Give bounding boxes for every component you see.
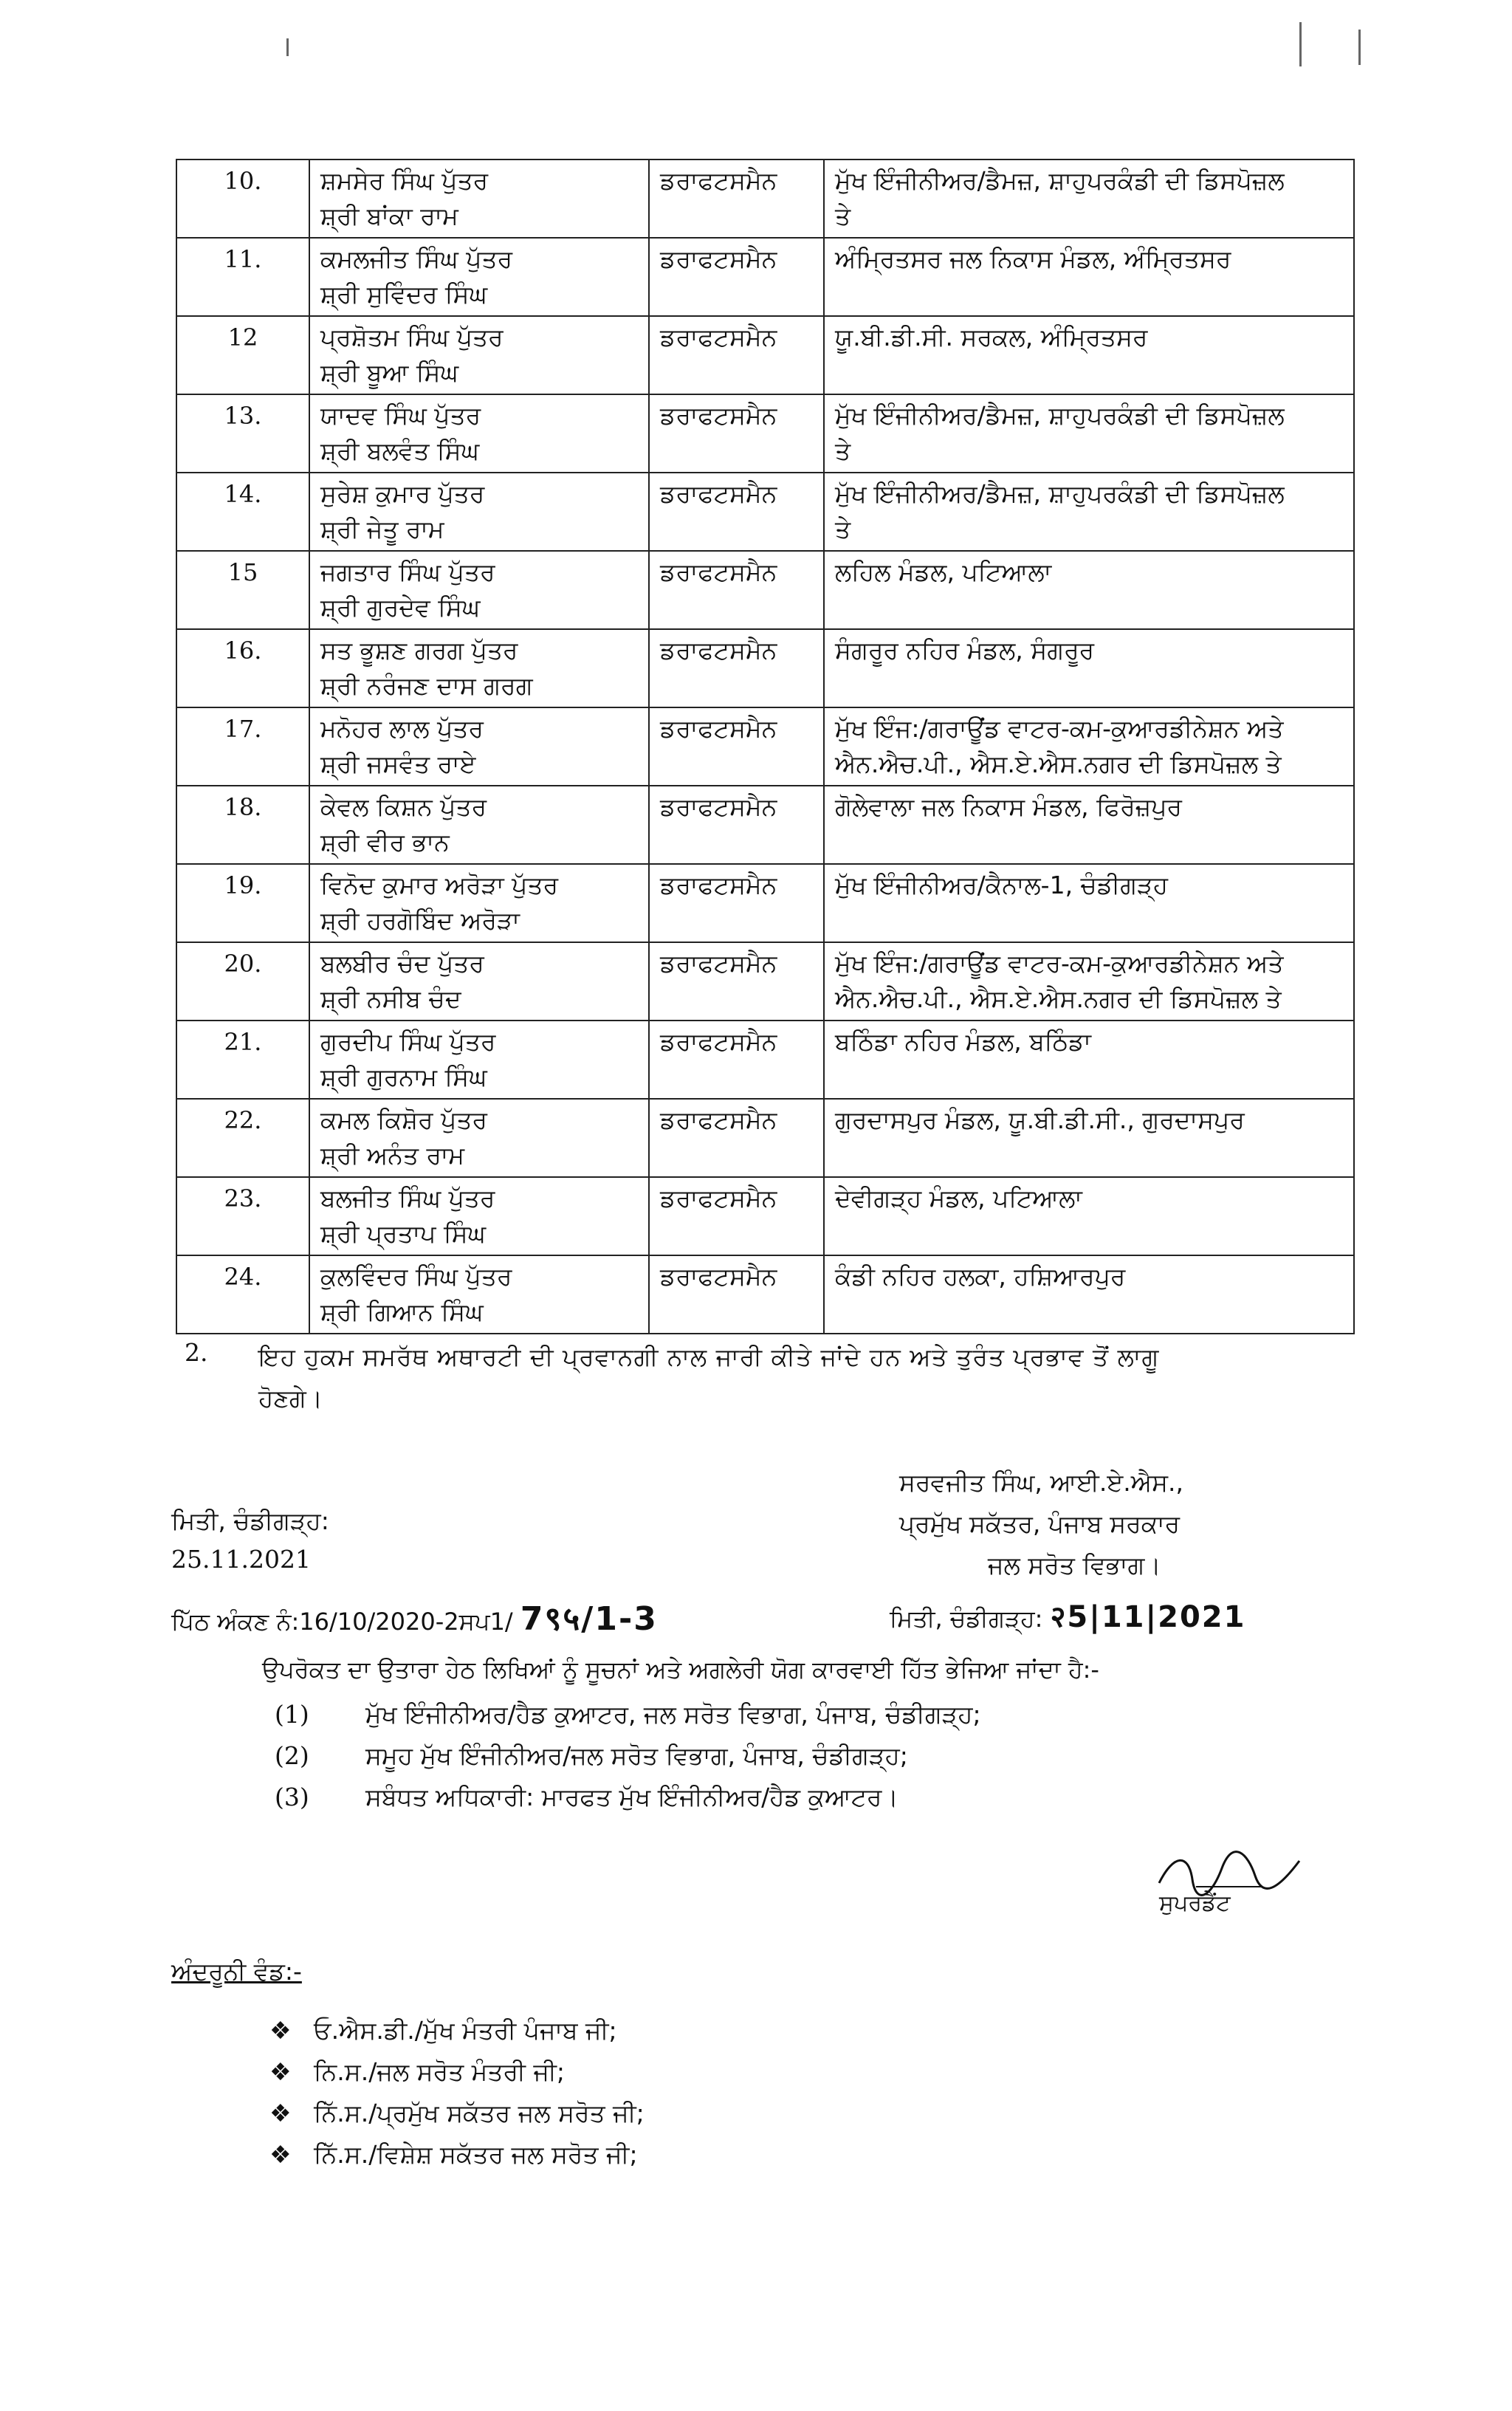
office-line-1: ਮੁੱਖ ਇੰਜੀਨੀਅਰ/ਕੈਨਾਲ-1, ਚੰਡੀਗੜ੍ਹ	[835, 871, 1168, 899]
serial-number-cell	[176, 160, 309, 238]
scan-mark	[286, 38, 289, 56]
designation-cell	[649, 238, 824, 316]
employee-name: ਮਨੋਹਰ ਲਾਲ ਪੁੱਤਰ	[320, 714, 484, 743]
name-cell	[309, 1021, 649, 1099]
signatory-dept: ਜਲ ਸਰੋਤ ਵਿਭਾਗ।	[988, 1551, 1161, 1580]
designation: ਡਰਾਫਟਸਮੈਨ	[660, 244, 777, 273]
employee-name: ਬਲਜੀਤ ਸਿੰਘ ਪੁੱਤਰ	[320, 1184, 495, 1213]
serial-number: 23.	[224, 1184, 262, 1213]
internal-distribution-item	[269, 2057, 565, 2087]
office-cell	[824, 551, 1354, 629]
designation-cell	[649, 1255, 824, 1334]
office-line-2: ਤੇ	[835, 202, 851, 230]
name-cell	[309, 1099, 649, 1177]
designation: ਡਰਾਫਟਸਮੈਨ	[660, 401, 777, 430]
diamond-bullet-icon: ❖	[269, 2016, 292, 2045]
employee-name: ਸੁਰੇਸ਼ ਕੁਮਾਰ ਪੁੱਤਰ	[320, 479, 485, 508]
serial-number: 24.	[224, 1263, 262, 1291]
endorsement-item-text: ਸਮੂਹ ਮੁੱਖ ਇੰਜੀਨੀਅਰ/ਜਲ ਸਰੋਤ ਵਿਭਾਗ, ਪੰਜਾਬ, ਚੰਡੀਗੜ੍ਹ;	[365, 1741, 908, 1770]
office-line-1: ਸੰਗਰੂਰ ਨਹਿਰ ਮੰਡਲ, ਸੰਗਰੂਰ	[835, 636, 1095, 665]
office-line-1: ਮੁੱਖ ਇੰਜੀਨੀਅਰ/ਡੈਮਜ਼, ਸ਼ਾਹੁਪਰਕੰਡੀ ਦੀ ਡਿਸਪੋਜ਼ਲ	[835, 166, 1285, 195]
office-line-1: ਕੰਡੀ ਨਹਿਰ ਹਲਕਾ, ਹਸ਼ਿਆਰਪੁਰ	[835, 1262, 1126, 1291]
designation-cell	[649, 629, 824, 707]
office-line-2: ਐਨ.ਐਚ.ਪੀ., ਐਸ.ਏ.ਐਸ.ਨਗਰ ਦੀ ਡਿਸਪੋਜ਼ਲ ਤੇ	[835, 984, 1282, 1013]
office-line-1: ਯੂ.ਬੀ.ਡੀ.ਸੀ. ਸਰਕਲ, ਅੰਮ੍ਰਿਤਸਰ	[835, 323, 1148, 351]
office-cell	[824, 786, 1354, 864]
office-line-2: ਤੇ	[835, 515, 851, 543]
serial-number-cell	[176, 1021, 309, 1099]
employee-name: ਬਲਬੀਰ ਚੰਦ ਪੁੱਤਰ	[320, 949, 484, 978]
employee-name: ਕੇਵਲ ਕਿਸ਼ਨ ਪੁੱਤਰ	[320, 792, 487, 821]
scan-mark	[1299, 22, 1302, 66]
signatory-name: ਸਰਵਜੀਤ ਸਿੰਘ, ਆਈ.ਏ.ਐਸ.,	[899, 1468, 1184, 1497]
father-name: ਸ਼੍ਰੀ ਬੂਆ ਸਿੰਘ	[320, 358, 459, 387]
office-cell	[824, 629, 1354, 707]
father-name: ਸ਼੍ਰੀ ਗਿਆਨ ਸਿੰਘ	[320, 1297, 484, 1326]
father-name: ਸ਼੍ਰੀ ਗੁਰਦੇਵ ਸਿੰਘ	[320, 593, 481, 622]
transfer-table	[176, 159, 1355, 1334]
serial-number-cell	[176, 864, 309, 942]
office-cell	[824, 473, 1354, 551]
office-cell	[824, 394, 1354, 473]
father-name: ਸ਼੍ਰੀ ਬਲਵੰਤ ਸਿੰਘ	[320, 436, 480, 465]
serial-number-cell	[176, 394, 309, 473]
employee-name: ਕੁਲਵਿੰਦਰ ਸਿੰਘ ਪੁੱਤਰ	[320, 1262, 512, 1291]
serial-number: 22.	[224, 1106, 262, 1134]
serial-number-cell	[176, 238, 309, 316]
office-cell	[824, 238, 1354, 316]
endorsement-item-number: (3)	[275, 1783, 309, 1811]
endorsement-ref	[171, 1595, 658, 1639]
serial-number: 20.	[224, 950, 262, 978]
employee-name: ਸਤ ਭੂਸ਼ਣ ਗਰਗ ਪੁੱਤਰ	[320, 636, 518, 665]
signature-block	[899, 1462, 1183, 1586]
designation: ਡਰਾਫਟਸਮੈਨ	[660, 558, 777, 586]
father-name: ਸ਼੍ਰੀ ਬਾਂਕਾ ਰਾਮ	[320, 202, 458, 230]
office-cell	[824, 316, 1354, 394]
table-row	[176, 160, 1354, 238]
office-line-1: ਬਠਿੰਡਾ ਨਹਿਰ ਮੰਡਲ, ਬਠਿੰਡਾ	[835, 1027, 1091, 1056]
designation: ਡਰਾਫਟਸਮੈਨ	[660, 1105, 777, 1134]
endorsement-intro: ਉਪਰੋਕਤ ਦਾ ਉਤਾਰਾ ਹੇਠ ਲਿਖਿਆਂ ਨੂੰ ਸੂਚਨਾਂ ਅਤੇ ਅਗਲੇਰੀ ਯੋਗ ਕਾਰਵਾਈ ਹਿੱਤ ਭੇਜਿਆ ਜਾਂਦਾ ਹੈ:-	[262, 1656, 1099, 1684]
table-row	[176, 238, 1354, 316]
order-place: ਮਿਤੀ, ਚੰਡੀਗੜ੍ਹ:	[171, 1506, 329, 1535]
employee-name: ਗੁਰਦੀਪ ਸਿੰਘ ਪੁੱਤਰ	[320, 1027, 496, 1056]
internal-distribution-item	[269, 2016, 617, 2045]
paragraph-2-line-1: ਇਹ ਹੁਕਮ ਸਮਰੱਥ ਅਥਾਰਟੀ ਦੀ ਪ੍ਰਵਾਨਗੀ ਨਾਲ ਜਾਰੀ ਕੀਤੇ ਜਾਂਦੇ ਹਨ ਅਤੇ ਤੁਰੰਤ ਪ੍ਰਭਾਵ ਤੋਂ ਲਾਗੂ	[258, 1342, 1160, 1371]
office-line-1: ਗੁਰਦਾਸਪੁਰ ਮੰਡਲ, ਯੂ.ਬੀ.ਡੀ.ਸੀ., ਗੁਰਦਾਸਪੁਰ	[835, 1105, 1245, 1134]
name-cell	[309, 942, 649, 1021]
table-row	[176, 1255, 1354, 1334]
office-line-2: ਐਨ.ਐਚ.ਪੀ., ਐਸ.ਏ.ਐਸ.ਨਗਰ ਦੀ ਡਿਸਪੋਜ਼ਲ ਤੇ	[835, 750, 1282, 778]
serial-number: 14.	[224, 480, 262, 508]
father-name: ਸ਼੍ਰੀ ਜੇਤੂ ਰਾਮ	[320, 515, 444, 543]
office-cell	[824, 1177, 1354, 1255]
father-name: ਸ਼੍ਰੀ ਵੀਰ ਭਾਨ	[320, 828, 450, 857]
name-cell	[309, 629, 649, 707]
endorsement-item-number: (1)	[275, 1700, 309, 1729]
designation: ਡਰਾਫਟਸਮੈਨ	[660, 479, 777, 508]
paragraph-number: 2.	[185, 1338, 208, 1367]
office-line-1: ਮੁੱਖ ਇੰਜ:/ਗਰਾਊਂਡ ਵਾਟਰ-ਕਮ-ਕੁਆਰਡੀਨੇਸ਼ਨ ਅਤੇ	[835, 949, 1284, 978]
office-line-1: ਮੁੱਖ ਇੰਜੀਨੀਅਰ/ਡੈਮਜ਼, ਸ਼ਾਹੁਪਰਕੰਡੀ ਦੀ ਡਿਸਪੋਜ਼ਲ	[835, 401, 1285, 430]
designation: ਡਰਾਫਟਸਮੈਨ	[660, 1262, 777, 1291]
table-row	[176, 942, 1354, 1021]
father-name: ਸ਼੍ਰੀ ਨਸੀਬ ਚੰਦ	[320, 984, 461, 1013]
designation-cell	[649, 1177, 824, 1255]
transfer-table-body	[176, 160, 1354, 1334]
designation: ਡਰਾਫਟਸਮੈਨ	[660, 1184, 777, 1213]
office-cell	[824, 1099, 1354, 1177]
employee-name: ਪ੍ਰਸ਼ੋਤਮ ਸਿੰਘ ਪੁੱਤਰ	[320, 323, 504, 351]
employee-name: ਸ਼ਮਸੇਰ ਸਿੰਘ ਪੁੱਤਰ	[320, 166, 489, 195]
designation-cell	[649, 942, 824, 1021]
designation: ਡਰਾਫਟਸਮੈਨ	[660, 166, 777, 195]
table-row	[176, 551, 1354, 629]
endorsement-ref-handwritten: 7९५/1-3	[520, 1600, 658, 1638]
serial-number: 15	[227, 558, 258, 586]
designation-cell	[649, 394, 824, 473]
name-cell	[309, 1255, 649, 1334]
office-cell	[824, 864, 1354, 942]
designation-cell	[649, 786, 824, 864]
table-row	[176, 1177, 1354, 1255]
internal-distribution-heading: ਅੰਦਰੂਨੀ ਵੰਡ:-	[171, 1957, 302, 1986]
table-row	[176, 1021, 1354, 1099]
serial-number-cell	[176, 942, 309, 1021]
endorsement-date	[890, 1595, 1245, 1636]
employee-name: ਕਮਲ ਕਿਸ਼ੋਰ ਪੁੱਤਰ	[320, 1105, 487, 1134]
designation: ਡਰਾਫਟਸਮੈਨ	[660, 636, 777, 665]
designation-cell	[649, 1021, 824, 1099]
designation: ਡਰਾਫਟਸਮੈਨ	[660, 949, 777, 978]
serial-number: 16.	[224, 637, 262, 665]
father-name: ਸ਼੍ਰੀ ਪ੍ਰਤਾਪ ਸਿੰਘ	[320, 1219, 487, 1248]
serial-number: 12	[227, 323, 258, 351]
signatory-title: ਪ੍ਰਮੁੱਖ ਸਕੱਤਰ, ਪੰਜਾਬ ਸਰਕਾਰ	[899, 1509, 1181, 1538]
office-line-2: ਤੇ	[835, 436, 851, 465]
endorsement-item-text: ਸਬੰਧਤ ਅਧਿਕਾਰੀ: ਮਾਰਫਤ ਮੁੱਖ ਇੰਜੀਨੀਅਰ/ਹੈਡ ਕੁਆਟਰ।	[365, 1783, 898, 1811]
name-cell	[309, 160, 649, 238]
internal-distribution-item	[269, 2099, 645, 2128]
designation-cell	[649, 551, 824, 629]
paragraph-2-line-2: ਹੋਣਗੇ।	[258, 1384, 323, 1413]
serial-number-cell	[176, 707, 309, 786]
name-cell	[309, 316, 649, 394]
name-cell	[309, 786, 649, 864]
internal-distribution-text: ਨਿੱ.ਸ./ਵਿਸ਼ੇਸ਼ ਸਕੱਤਰ ਜਲ ਸਰੋਤ ਜੀ;	[314, 2140, 638, 2169]
office-cell	[824, 707, 1354, 786]
order-date: 25.11.2021	[171, 1545, 311, 1574]
office-cell	[824, 1021, 1354, 1099]
designation: ਡਰਾਫਟਸਮੈਨ	[660, 1027, 777, 1056]
office-line-1: ਦੇਵੀਗੜ੍ਹ ਮੰਡਲ, ਪਟਿਆਲਾ	[835, 1184, 1082, 1213]
table-row	[176, 1099, 1354, 1177]
designation-cell	[649, 473, 824, 551]
table-row	[176, 786, 1354, 864]
designation: ਡਰਾਫਟਸਮੈਨ	[660, 792, 777, 821]
name-cell	[309, 864, 649, 942]
serial-number: 10.	[224, 167, 262, 195]
father-name: ਸ਼੍ਰੀ ਸੁਵਿੰਦਰ ਸਿੰਘ	[320, 280, 488, 309]
office-cell	[824, 160, 1354, 238]
internal-distribution-item	[269, 2140, 638, 2170]
father-name: ਸ਼੍ਰੀ ਅਨੰਤ ਰਾਮ	[320, 1141, 465, 1170]
endorsement-ref-label: ਪਿੱਠ ਅੰਕਣ ਨੰ:16/10/2020-2ਸਪ1/	[171, 1608, 513, 1636]
table-row	[176, 629, 1354, 707]
serial-number: 13.	[224, 402, 262, 430]
table-row	[176, 707, 1354, 786]
serial-number-cell	[176, 551, 309, 629]
name-cell	[309, 707, 649, 786]
serial-number-cell	[176, 1255, 309, 1334]
table-row	[176, 316, 1354, 394]
endorsement-date-label: ਮਿਤੀ, ਚੰਡੀਗੜ੍ਹ:	[890, 1605, 1043, 1633]
serial-number-cell	[176, 786, 309, 864]
office-line-1: ਮੁੱਖ ਇੰਜ:/ਗਰਾਊਂਡ ਵਾਟਰ-ਕਮ-ਕੁਆਰਡੀਨੇਸ਼ਨ ਅਤੇ	[835, 714, 1284, 743]
father-name: ਸ਼੍ਰੀ ਗੁਰਨਾਮ ਸਿੰਘ	[320, 1063, 487, 1091]
employee-name: ਜਗਤਾਰ ਸਿੰਘ ਪੁੱਤਰ	[320, 558, 495, 586]
name-cell	[309, 238, 649, 316]
employee-name: ਵਿਨੋਦ ਕੁਮਾਰ ਅਰੋੜਾ ਪੁੱਤਰ	[320, 871, 559, 899]
designation-cell	[649, 707, 824, 786]
endorsement-item-number: (2)	[275, 1741, 309, 1770]
name-cell	[309, 473, 649, 551]
table-row	[176, 864, 1354, 942]
serial-number: 11.	[224, 245, 262, 273]
paragraph-2	[258, 1337, 1351, 1419]
father-name: ਸ਼੍ਰੀ ਹਰਗੋਬਿੰਦ ਅਰੋੜਾ	[320, 906, 520, 935]
employee-name: ਕਮਲਜੀਤ ਸਿੰਘ ਪੁੱਤਰ	[320, 244, 513, 273]
office-cell	[824, 1255, 1354, 1334]
designation: ਡਰਾਫਟਸਮੈਨ	[660, 871, 777, 899]
internal-distribution-text: ਓ.ਐਸ.ਡੀ./ਮੁੱਖ ਮੰਤਰੀ ਪੰਜਾਬ ਜੀ;	[314, 2016, 617, 2045]
designation-cell	[649, 316, 824, 394]
name-cell	[309, 1177, 649, 1255]
endorsement-item-text: ਮੁੱਖ ਇੰਜੀਨੀਅਰ/ਹੈਡ ਕੁਆਟਰ, ਜਲ ਸਰੋਤ ਵਿਭਾਗ, ਪੰਜਾਬ, ਚੰਡੀਗੜ੍ਹ;	[365, 1700, 981, 1729]
superintendent-label: ਸੁਪਰਡੈਂਟ	[1159, 1890, 1231, 1916]
office-line-1: ਮੁੱਖ ਇੰਜੀਨੀਅਰ/ਡੈਮਜ਼, ਸ਼ਾਹੁਪਰਕੰਡੀ ਦੀ ਡਿਸਪੋਜ਼ਲ	[835, 479, 1285, 508]
endorsement-date-handwritten: २5|11|2021	[1050, 1600, 1246, 1634]
serial-number-cell	[176, 629, 309, 707]
diamond-bullet-icon: ❖	[269, 2057, 292, 2086]
serial-number: 21.	[224, 1028, 262, 1056]
name-cell	[309, 551, 649, 629]
internal-distribution-text: ਨਿ.ਸ./ਜਲ ਸਰੋਤ ਮੰਤਰੀ ਜੀ;	[314, 2057, 566, 2086]
employee-name: ਯਾਦਵ ਸਿੰਘ ਪੁੱਤਰ	[320, 401, 481, 430]
designation: ਡਰਾਫਟਸਮੈਨ	[660, 714, 777, 743]
serial-number: 17.	[224, 715, 262, 743]
designation-cell	[649, 160, 824, 238]
father-name: ਸ਼੍ਰੀ ਜਸਵੰਤ ਰਾਏ	[320, 750, 476, 778]
serial-number-cell	[176, 473, 309, 551]
office-line-1: ਗੋਲੇਵਾਲਾ ਜਲ ਨਿਕਾਸ ਮੰਡਲ, ਫਿਰੋਜ਼ਪੁਰ	[835, 792, 1182, 821]
serial-number: 19.	[224, 871, 262, 899]
office-cell	[824, 942, 1354, 1021]
diamond-bullet-icon: ❖	[269, 2099, 292, 2127]
serial-number: 18.	[224, 793, 262, 821]
table-row	[176, 473, 1354, 551]
father-name: ਸ਼੍ਰੀ ਨਰੰਜਣ ਦਾਸ ਗਰਗ	[320, 671, 533, 700]
designation-cell	[649, 1099, 824, 1177]
office-line-1: ਅੰਮ੍ਰਿਤਸਰ ਜਲ ਨਿਕਾਸ ਮੰਡਲ, ਅੰਮ੍ਰਿਤਸਰ	[835, 244, 1231, 273]
name-cell	[309, 394, 649, 473]
diamond-bullet-icon: ❖	[269, 2140, 292, 2169]
serial-number-cell	[176, 316, 309, 394]
designation: ਡਰਾਫਟਸਮੈਨ	[660, 323, 777, 351]
serial-number-cell	[176, 1177, 309, 1255]
internal-distribution-text: ਨਿੱ.ਸ./ਪ੍ਰਮੁੱਖ ਸਕੱਤਰ ਜਲ ਸਰੋਤ ਜੀ;	[314, 2099, 645, 2127]
serial-number-cell	[176, 1099, 309, 1177]
scan-mark	[1358, 30, 1361, 65]
designation-cell	[649, 864, 824, 942]
table-row	[176, 394, 1354, 473]
office-line-1: ਲਹਿਲ ਮੰਡਲ, ਪਟਿਆਲਾ	[835, 558, 1052, 586]
